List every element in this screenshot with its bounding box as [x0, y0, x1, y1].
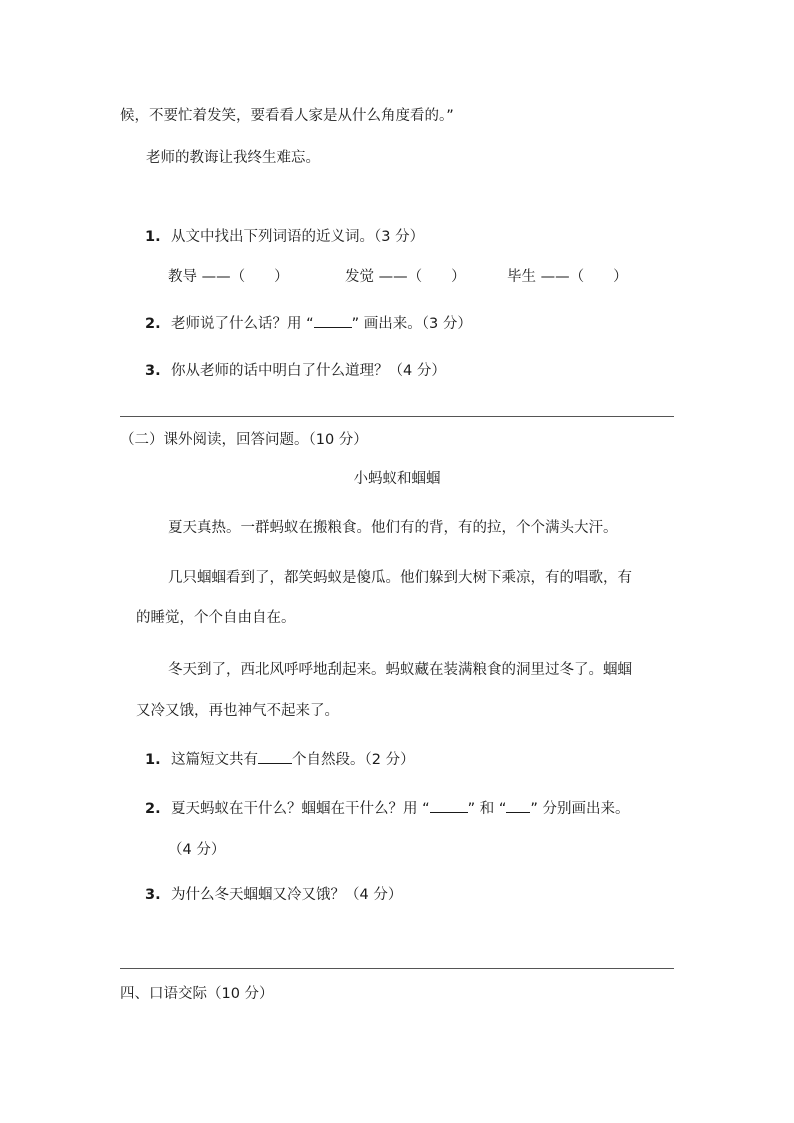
synonym-answer-blank[interactable]: ——（ ） — [201, 269, 289, 285]
answer-blank[interactable] — [314, 315, 352, 328]
question-text: 从文中找出下列词语的近义词。（3 分） — [171, 229, 425, 245]
synonym-item — [168, 267, 289, 287]
synonym-item — [507, 267, 628, 287]
passage-paragraph: 的睡觉，个个自由自在。 — [136, 610, 296, 626]
question-1 — [145, 750, 415, 770]
synonym-answer-blank[interactable]: ——（ ） — [378, 269, 466, 285]
question-text: ” 和 “ — [467, 801, 507, 817]
answer-blank[interactable] — [430, 800, 468, 813]
question-number: 1. — [145, 229, 161, 245]
passage-paragraph: 夏天真热。一群蚂蚁在搬粮食。他们有的背，有的拉，个个满头大汗。 — [168, 520, 618, 536]
question-2 — [145, 799, 630, 819]
question-text: 为什么冬天蝈蝈又冷又饿？（4 分） — [171, 887, 403, 903]
question-text: 夏天蚂蚁在干什么？蝈蝈在干什么？用 “ — [171, 801, 430, 817]
passage-line: 老师的教诲让我终生难忘。 — [146, 150, 320, 166]
synonym-word: 教导 — [168, 269, 197, 285]
question-text: 这篇短文共有 — [171, 752, 258, 768]
passage-line: 候，不要忙着发笑，要看看人家是从什么角度看的。” — [120, 108, 454, 124]
question-number: 2. — [145, 801, 161, 817]
question-text: 老师说了什么话？用 “ — [171, 316, 314, 332]
question-1 — [145, 227, 424, 247]
question-text: ” 画出来。（3 分） — [351, 316, 472, 332]
question-text: 个自然段。（2 分） — [292, 752, 415, 768]
question-number: 1. — [145, 752, 161, 768]
question-score: （4 分） — [168, 842, 226, 858]
passage-title: 小蚂蚁和蝈蝈 — [353, 471, 441, 487]
question-3 — [145, 361, 446, 381]
section-divider — [120, 968, 674, 969]
section-heading: （二）课外阅读，回答问题。（10 分） — [120, 432, 368, 448]
section-heading: 四、口语交际（10 分） — [120, 986, 274, 1002]
passage-paragraph: 又冷又饿，再也神气不起来了。 — [136, 703, 339, 719]
question-text: ” 分别画出来。 — [530, 801, 630, 817]
question-number: 2. — [145, 316, 161, 332]
synonym-word: 发觉 — [345, 269, 374, 285]
passage-paragraph: 冬天到了，西北风呼呼地刮起来。蚂蚁藏在装满粮食的洞里过冬了。蝈蝈 — [168, 662, 632, 678]
passage-paragraph: 几只蝈蝈看到了，都笑蚂蚁是傻瓜。他们躲到大树下乘凉，有的唱歌，有 — [168, 570, 632, 586]
question-2 — [145, 314, 472, 334]
synonym-item — [345, 267, 466, 287]
question-3 — [145, 885, 402, 905]
section-divider — [120, 416, 674, 417]
answer-blank[interactable] — [506, 800, 530, 813]
question-number: 3. — [145, 363, 161, 379]
question-text: 你从老师的话中明白了什么道理？（4 分） — [171, 363, 446, 379]
synonym-answer-blank[interactable]: ——（ ） — [540, 269, 628, 285]
question-number: 3. — [145, 887, 161, 903]
synonym-word: 毕生 — [507, 269, 536, 285]
answer-blank[interactable] — [258, 751, 292, 764]
